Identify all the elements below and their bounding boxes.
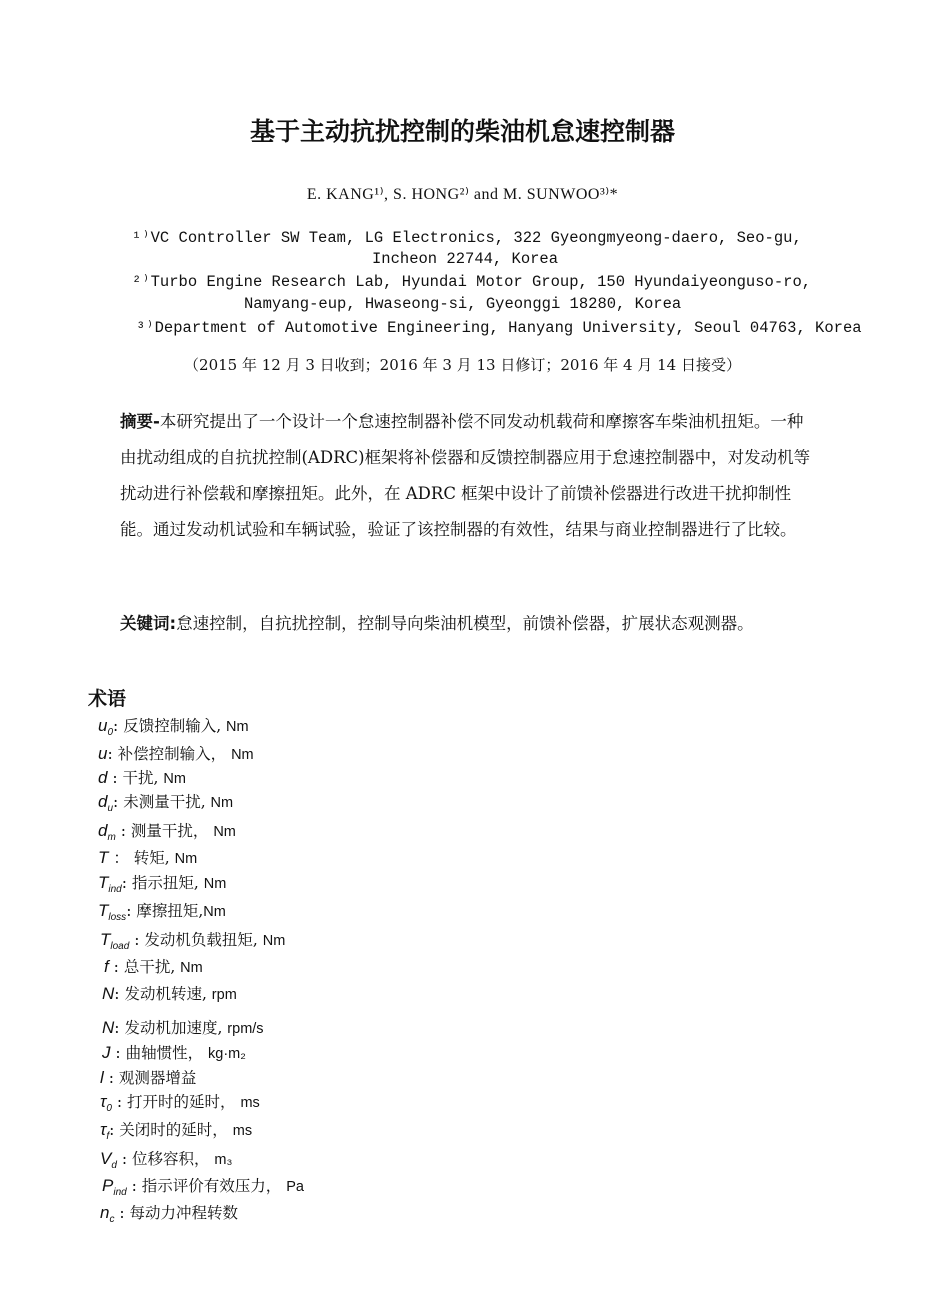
separator: : <box>113 793 124 811</box>
symbol: V <box>100 1149 112 1168</box>
symbol-subscript: ind <box>113 1187 127 1198</box>
unit: Nm <box>203 904 226 920</box>
nomenclature-item <box>102 982 237 1004</box>
definition: 反馈控制输入, <box>123 717 227 735</box>
abstract-text: 本研究提出了一个设计一个怠速控制器补偿不同发动机载荷和摩擦客车柴油机扭矩。一种由扰动组成的自抗扰控制(ADRC)框架将补偿器和反馈控制器应用于怠速控制器中，对发动机等扰动进行补偿载和摩擦扭矩。此外，在 ADRC 框架中设计了前馈补偿器进行改进干扰抑制性能。通过发动机试验和车辆试验，验证了该控制器的有效性，结果与商业控制器进行了比较。 <box>120 412 811 539</box>
unit: Nm <box>174 851 198 867</box>
received-dates: （2015 年 12 月 3 日收到；2016 年 3 月 13 日修订；2016 年 4 月 14 日接受） <box>184 356 741 374</box>
separator: : <box>114 985 125 1003</box>
symbol-subscript: loss <box>108 912 127 923</box>
definition: 测量干扰， <box>130 822 214 840</box>
symbol: n <box>100 1203 110 1222</box>
paper-title: 基于主动抗扰控制的柴油机怠速控制器 <box>249 117 675 146</box>
separator: : <box>115 822 131 840</box>
symbol: T <box>100 930 111 949</box>
symbol: N <box>102 984 115 1003</box>
affiliation-1: ¹⁾VC Controller SW Team, LG Electronics, 322 Gyeongmyeong-daero, Seo-gu, <box>132 229 802 247</box>
symbol-subscript: 0 <box>107 727 114 738</box>
separator: : <box>121 874 132 892</box>
definition: 曲轴惯性， <box>125 1044 209 1062</box>
symbol: l <box>100 1068 104 1087</box>
keywords-text: 怠速控制，自抗扰控制，控制导向柴油机模型，前馈补偿器，扩展状态观测器。 <box>176 614 754 633</box>
unit: Nm <box>163 771 186 787</box>
symbol: T <box>98 901 109 920</box>
nomenclature-item <box>98 819 236 841</box>
separator: : <box>113 717 124 735</box>
symbol: d <box>98 821 108 840</box>
symbol-subscript: load <box>110 941 130 952</box>
definition: 干扰, <box>122 769 164 787</box>
definition: 关闭时的延时， <box>119 1121 233 1139</box>
symbol: u <box>98 744 108 763</box>
unit: ms <box>232 1123 253 1139</box>
nomenclature-item <box>98 766 186 788</box>
separator: : <box>114 1204 130 1222</box>
separator: : <box>126 1177 142 1195</box>
symbol: f <box>104 957 109 976</box>
symbol-subscript: m <box>107 832 116 843</box>
unit: Nm <box>262 933 286 949</box>
unit: kg·m₂ <box>208 1046 246 1062</box>
definition: 位移容积， <box>131 1150 215 1168</box>
unit: Nm <box>210 795 234 811</box>
affiliation-2: ²⁾Turbo Engine Research Lab, Hyundai Motor Group, 150 Hyundaiyeonguso-ro, <box>132 273 812 291</box>
nomenclature-item <box>98 790 233 812</box>
definition: 每动力冲程转数 <box>129 1204 239 1222</box>
symbol: u <box>98 716 108 735</box>
symbol-subscript: c <box>109 1214 115 1225</box>
nomenclature-item <box>104 955 203 977</box>
symbol: d <box>98 768 108 787</box>
nomenclature-item <box>100 1147 232 1169</box>
unit: Nm <box>226 719 249 735</box>
nomenclature-item <box>100 1066 196 1088</box>
definition: 发动机加速度, <box>124 1019 228 1037</box>
symbol-subscript: f <box>106 1131 110 1142</box>
nomenclature-item <box>100 1090 260 1112</box>
symbol-subscript: u <box>107 803 114 814</box>
definition: 指示评价有效压力， <box>141 1177 287 1195</box>
unit: ms <box>240 1095 260 1111</box>
nomenclature-item <box>98 871 226 893</box>
keywords-label: 关键词: <box>120 614 177 633</box>
affiliation-1-cont: Incheon 22744, Korea <box>372 250 559 268</box>
symbol: d <box>98 792 108 811</box>
nomenclature-item <box>102 1041 246 1063</box>
unit: m₃ <box>214 1152 233 1168</box>
definition: 观测器增益 <box>118 1069 197 1087</box>
unit: Nm <box>180 960 203 976</box>
definition: 指示扭矩, <box>131 874 204 892</box>
nomenclature-item <box>102 1016 264 1038</box>
separator: : <box>116 1150 132 1168</box>
symbol: T <box>98 873 109 892</box>
separator: : <box>107 745 118 763</box>
nomenclature-item <box>102 1174 304 1196</box>
definition: 转矩, <box>133 849 175 867</box>
nomenclature-item <box>98 742 254 764</box>
unit: Nm <box>213 824 236 840</box>
separator: : <box>126 902 137 920</box>
separator: : <box>114 1019 125 1037</box>
symbol: J <box>102 1043 111 1062</box>
definition: 打开时的延时， <box>127 1093 241 1111</box>
nomenclature-item <box>100 1201 238 1223</box>
symbol: τ <box>100 1092 107 1111</box>
separator: : <box>129 931 145 949</box>
nomenclature-heading: 术语 <box>88 688 127 710</box>
separator: : <box>103 1069 119 1087</box>
symbol-subscript: d <box>111 1160 117 1171</box>
keywords <box>120 606 815 642</box>
unit: Nm <box>231 747 254 763</box>
symbol: P <box>102 1176 114 1195</box>
nomenclature-item <box>100 1118 252 1140</box>
affiliation-3: ³⁾Department of Automotive Engineering, Hanyang University, Seoul 04763, Korea <box>136 319 862 337</box>
separator: : <box>107 769 123 787</box>
symbol-subscript: 0 <box>106 1103 112 1114</box>
separator: : <box>108 958 124 976</box>
definition: 发动机转速, <box>124 985 212 1003</box>
symbol-subscript: ind <box>108 884 122 895</box>
author-list: E. KANG¹⁾, S. HONG²⁾ and M. SUNWOO³⁾* <box>306 186 619 203</box>
unit: rpm <box>211 987 237 1003</box>
nomenclature-item <box>98 846 197 868</box>
definition: 补偿控制输入， <box>117 745 232 763</box>
unit: Nm <box>203 876 227 892</box>
separator: : <box>110 1044 126 1062</box>
separator: : <box>109 1121 120 1139</box>
definition: 发动机负载扭矩, <box>144 931 263 949</box>
abstract <box>120 404 815 548</box>
separator: : <box>111 1093 127 1111</box>
nomenclature-item <box>98 899 226 921</box>
unit: Pa <box>286 1179 304 1195</box>
separator: ： <box>108 849 134 867</box>
nomenclature-item <box>100 928 285 950</box>
symbol: τ <box>100 1120 107 1139</box>
symbol: N <box>102 1018 115 1037</box>
abstract-label: 摘要- <box>120 412 160 431</box>
definition: 摩擦扭矩, <box>136 902 204 920</box>
nomenclature-item <box>98 714 249 736</box>
unit: rpm/s <box>227 1021 264 1037</box>
definition: 未测量干扰, <box>123 793 211 811</box>
definition: 总干扰, <box>123 958 181 976</box>
affiliation-2-cont: Namyang-eup, Hwaseong-si, Gyeonggi 18280, Korea <box>244 295 682 313</box>
symbol: T <box>98 848 109 867</box>
